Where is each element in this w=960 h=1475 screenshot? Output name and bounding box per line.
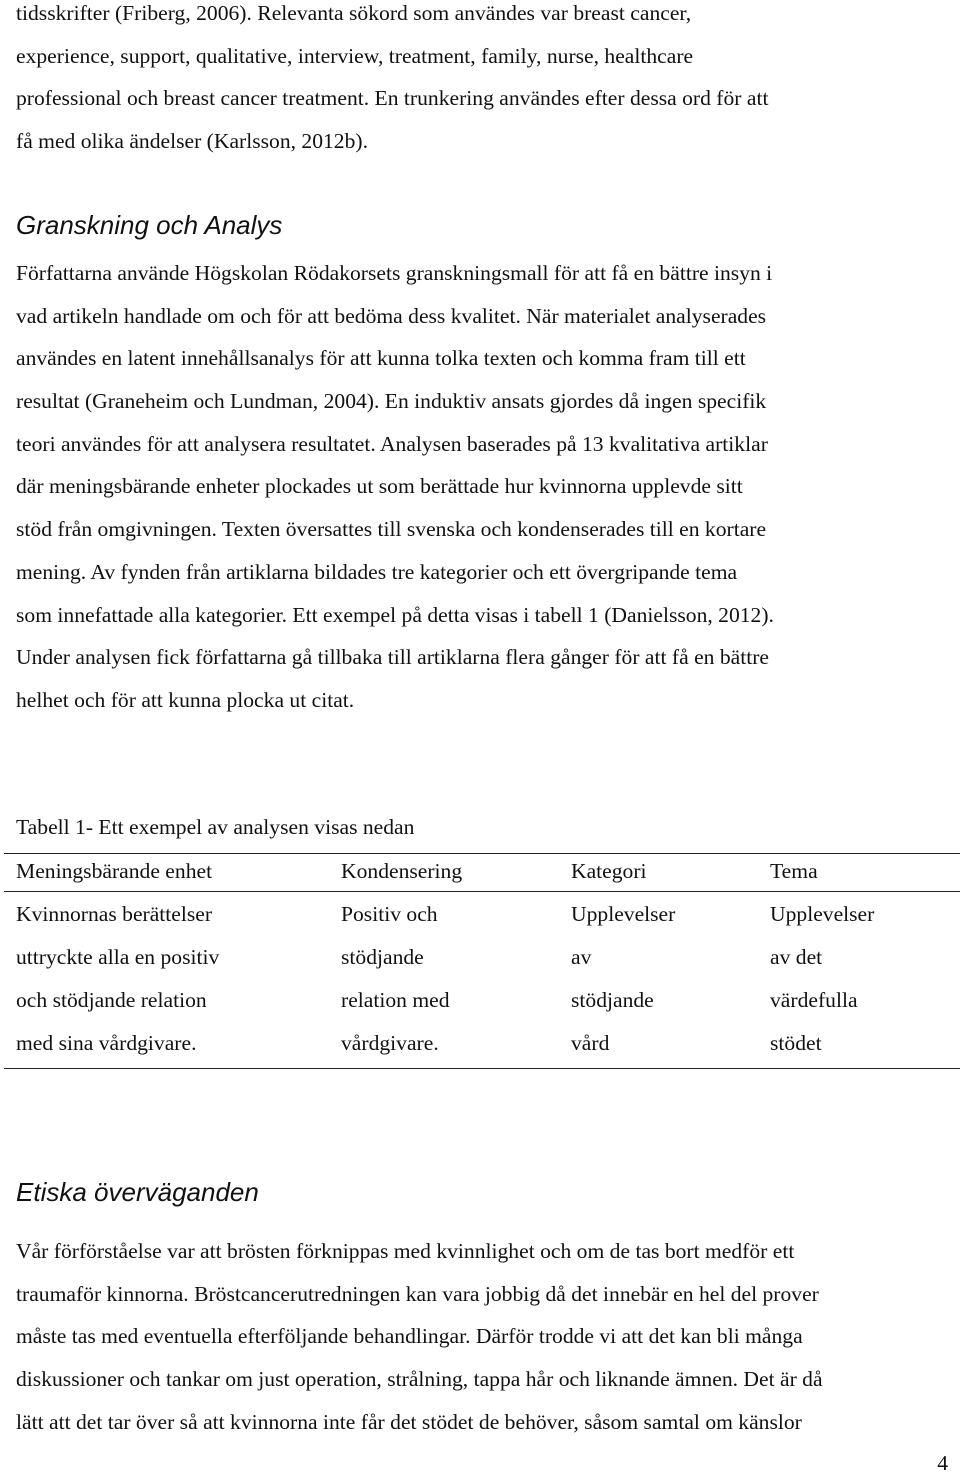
text-line: helhet och för att kunna plocka ut citat.: [16, 687, 355, 712]
table-cell: Upplevelser: [571, 902, 676, 926]
table-header-cell: Meningsbärande enhet: [16, 859, 213, 883]
table-cell: stödet: [770, 1031, 822, 1055]
table-cell: Kvinnornas berättelser: [16, 902, 213, 926]
table-cell: värdefulla: [770, 988, 858, 1012]
table-cell: uttryckte alla en positiv: [16, 945, 220, 969]
text-line: som innefattade alla kategorier. Ett exempel på detta visas i tabell 1 (Danielsson, 2012).: [16, 602, 774, 627]
table-caption: Tabell 1- Ett exempel av analysen visas nedan: [16, 815, 415, 839]
table-cell: av: [571, 945, 592, 969]
table-top-rule: [4, 853, 960, 854]
table-cell: och stödjande relation: [16, 988, 207, 1012]
text-line: experience, support, qualitative, interview, treatment, family, nurse, healthcare: [16, 43, 694, 68]
text-line: användes en latent innehållsanalys för att kunna tolka texten och komma fram till ett: [16, 346, 746, 371]
page-number: 4: [937, 1451, 948, 1475]
table-cell: vård: [571, 1031, 610, 1055]
granskning-paragraph: [16, 252, 946, 722]
text-line: vad artikeln handlade om och för att bedöma dess kvalitet. När materialet analyserades: [16, 303, 767, 328]
text-line: tidsskrifter (Friberg, 2006). Relevanta sökord som användes var breast cancer,: [16, 1, 692, 25]
table-header-cell: Kategori: [571, 859, 647, 883]
text-line: Under analysen fick författarna gå tillbaka till artiklarna flera gånger för att få en bättre: [16, 645, 770, 670]
text-line: traumaför kinnorna. Bröstcancerutredningen kan vara jobbig då det innebär en hel del prover: [16, 1281, 819, 1306]
text-line: mening. Av fynden från artiklarna bildades tre kategorier och ett övergripande tema: [16, 559, 738, 584]
text-line: få med olika ändelser (Karlsson, 2012b).: [16, 129, 368, 154]
etiska-paragraph: [16, 1230, 946, 1443]
text-line: Vår förförståelse var att brösten förknippas med kvinnlighet och om de tas bort medför ett: [16, 1239, 795, 1263]
text-line: resultat (Graneheim och Lundman, 2004). En induktiv ansats gjordes då ingen specifik: [16, 389, 767, 414]
table-header-cell: Tema: [770, 859, 818, 883]
text-line: måste tas med eventuella efterföljande behandlingar. Därför trodde vi att det kan bli många: [16, 1324, 803, 1349]
table-cell: av det: [770, 945, 823, 969]
table-cell: relation med: [341, 988, 450, 1012]
text-line: där meningsbärande enheter plockades ut som berättade hur kvinnorna upplevde sitt: [16, 474, 743, 499]
section-heading-etiska: Etiska överväganden: [16, 1177, 259, 1207]
text-line: diskussioner och tankar om just operation, strålning, tappa hår och liknande ämnen. Det är då: [16, 1367, 823, 1392]
text-line: professional och breast cancer treatment. En trunkering användes efter dessa ord för att: [16, 86, 769, 111]
table-cell: med sina vårdgivare.: [16, 1031, 197, 1055]
table-header-rule: [4, 891, 960, 892]
table-header-cell: Kondensering: [341, 859, 463, 883]
intro-paragraph: [16, 0, 946, 163]
section-heading-granskning: Granskning och Analys: [16, 210, 283, 240]
table-cell: stödjande: [341, 945, 424, 969]
text-line: lätt att det tar över så att kvinnorna inte får det stödet de behöver, såsom samtal om känslor: [16, 1409, 802, 1434]
text-line: teori användes för att analysera resultatet. Analysen baserades på 13 kvalitativa artiklar: [16, 431, 768, 456]
table-cell: stödjande: [571, 988, 654, 1012]
text-line: stöd från omgivningen. Texten översattes till svenska och kondenserades till en kortare: [16, 517, 767, 542]
text-line: Författarna använde Högskolan Rödakorsets granskningsmall för att få en bättre insyn i: [16, 261, 773, 285]
table-bottom-rule: [4, 1068, 960, 1069]
table-cell: vårdgivare.: [341, 1031, 439, 1055]
table-cell: Positiv och: [341, 902, 438, 926]
table-cell: Upplevelser: [770, 902, 875, 926]
